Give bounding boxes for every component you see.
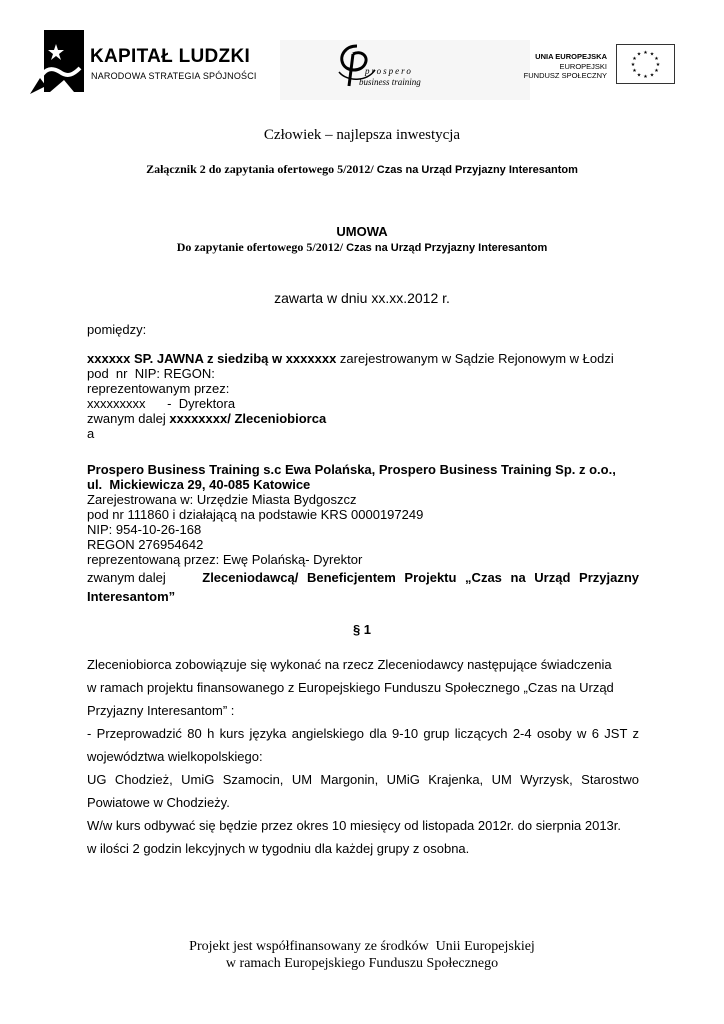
party1-line-5 <box>87 411 614 426</box>
motto: Człowiek – najlepsza inwestycja <box>263 127 461 143</box>
document-subtitle <box>0 240 724 255</box>
svg-text:★: ★ <box>636 51 642 58</box>
footer-line-1: Projekt jest współfinansowany ze środków Unii Europejskiej <box>189 939 535 954</box>
party2-line-7: reprezentowaną przez: Ewę Polańską- Dyrektor <box>87 552 363 567</box>
body-line-6: UG Chodzież, UmiG Szamocin, UM Margonin, UMiG Krajenka, UM Wyrzysk, Starostwo <box>87 772 639 787</box>
svg-text:★: ★ <box>636 72 642 79</box>
between-label: pomiędzy: <box>87 322 147 337</box>
body-line-4: - Przeprowadzić 80 h kurs języka angielskiego dla 9-10 grup liczących 2-4 osoby w 6 JST z <box>87 726 639 741</box>
svg-text:★: ★ <box>632 56 637 62</box>
party2-line-2: ul. Mickiewicza 29, 40-085 Katowice <box>87 477 311 492</box>
svg-text:★: ★ <box>630 62 636 68</box>
header-logos <box>0 0 724 110</box>
footer <box>0 938 724 972</box>
svg-text:★: ★ <box>643 50 648 56</box>
party2-line-4: pod nr 111860 i działającą na podstawie KRS 0000197249 <box>87 507 424 522</box>
party1-line-3: reprezentowanym przez: <box>87 381 230 396</box>
party1-alias: xxxxxxxx/ Zleceniobiorca <box>169 411 327 426</box>
annex-prefix: Załącznik 2 do zapytania ofertowego 5/2012/ <box>146 162 374 176</box>
section-heading: § 1 <box>352 622 372 637</box>
svg-text:★: ★ <box>632 68 637 74</box>
party2-line-9: Interesantom” <box>87 589 176 604</box>
party1-and: a <box>87 426 95 441</box>
annex-line <box>0 162 724 177</box>
footer-line-2: w ramach Europejskiego Funduszu Społecznego <box>225 956 499 971</box>
party1-line-1 <box>87 351 614 366</box>
party-1 <box>87 351 614 441</box>
svg-text:★: ★ <box>654 56 659 62</box>
body-line-9: w ilości 2 godzin lekcyjnych w tygodniu dla każdej grupy z osobna. <box>87 841 470 856</box>
kapital-title: KAPITAŁ LUDZKI <box>90 46 251 67</box>
eu-text <box>510 52 607 81</box>
party2-line-1: Prospero Business Training s.c Ewa Polańska, Prospero Business Training Sp. z o.o., <box>87 462 616 477</box>
svg-text:★: ★ <box>649 51 655 58</box>
kapital-ludzki-emblem-icon <box>30 28 86 98</box>
party1-line-4: xxxxxxxxx - Dyrektora <box>87 396 236 411</box>
svg-text:★: ★ <box>643 74 648 80</box>
prospero-subtitle: business training <box>359 77 421 87</box>
eu-line-3: FUNDUSZ SPOŁECZNY <box>523 71 607 80</box>
party2-line-5: NIP: 954-10-26-168 <box>87 522 202 537</box>
prospero-logo <box>337 42 437 92</box>
subtitle-prefix: Do zapytanie ofertowego 5/2012/ <box>176 240 344 254</box>
concluded-date: zawarta w dniu xx.xx.2012 r. <box>274 290 450 306</box>
kapital-ludzki-logo <box>30 28 260 98</box>
body-line-7: Powiatowe w Chodzieży. <box>87 795 230 810</box>
body-line-8: W/w kurs odbywać się będzie przez okres 10 miesięcy od listopada 2012r. do sierpnia 2013r. <box>87 818 622 833</box>
body-line-2: w ramach projektu finansowanego z Europejskiego Funduszu Społecznego „Czas na Urząd <box>87 680 614 695</box>
party2-line-8 <box>87 570 639 585</box>
party2-alias-prefix: zwanym dalej <box>87 570 170 585</box>
party1-alias-prefix: zwanym dalej <box>87 411 170 426</box>
eu-stars-icon <box>617 45 674 83</box>
prospero-name: prospero <box>365 66 413 76</box>
party-2 <box>87 462 639 604</box>
eu-flag <box>616 44 675 84</box>
svg-text:★: ★ <box>654 68 659 74</box>
party2-alias: Zleceniodawcą/ Beneficjentem Projektu „Czas na Urząd Przyjazny <box>202 570 639 585</box>
party1-name: xxxxxx SP. JAWNA z siedzibą w xxxxxxx <box>87 351 337 366</box>
body-text <box>87 657 639 864</box>
party2-line-6: REGON 276954642 <box>87 537 204 552</box>
subtitle-suffix: Czas na Urząd Przyjazny Interesantom <box>343 242 548 254</box>
party1-line-2: pod nr NIP: REGON: <box>87 366 215 381</box>
svg-text:★: ★ <box>649 72 655 79</box>
document-title: UMOWA <box>336 224 388 239</box>
party1-registration: zarejestrowanym w Sądzie Rejonowym w Łodzi <box>336 351 614 366</box>
body-line-5: województwa wielkopolskiego: <box>87 749 263 764</box>
svg-text:★: ★ <box>655 62 661 68</box>
annex-suffix: Czas na Urząd Przyjazny Interesantom <box>373 164 578 176</box>
eu-line-2: EUROPEJSKI <box>559 61 607 71</box>
eu-line-1: UNIA EUROPEJSKA <box>535 52 607 61</box>
party2-line-3: Zarejestrowana w: Urzędzie Miasta Bydgoszcz <box>87 492 357 507</box>
kapital-subtitle: NARODOWA STRATEGIA SPÓJNOŚCI <box>91 71 257 81</box>
body-line-1: Zleceniobiorca zobowiązuje się wykonać na rzecz Zleceniodawcy następujące świadczenia <box>87 657 612 672</box>
body-line-3: Przyjazny Interesantom” : <box>87 703 235 718</box>
